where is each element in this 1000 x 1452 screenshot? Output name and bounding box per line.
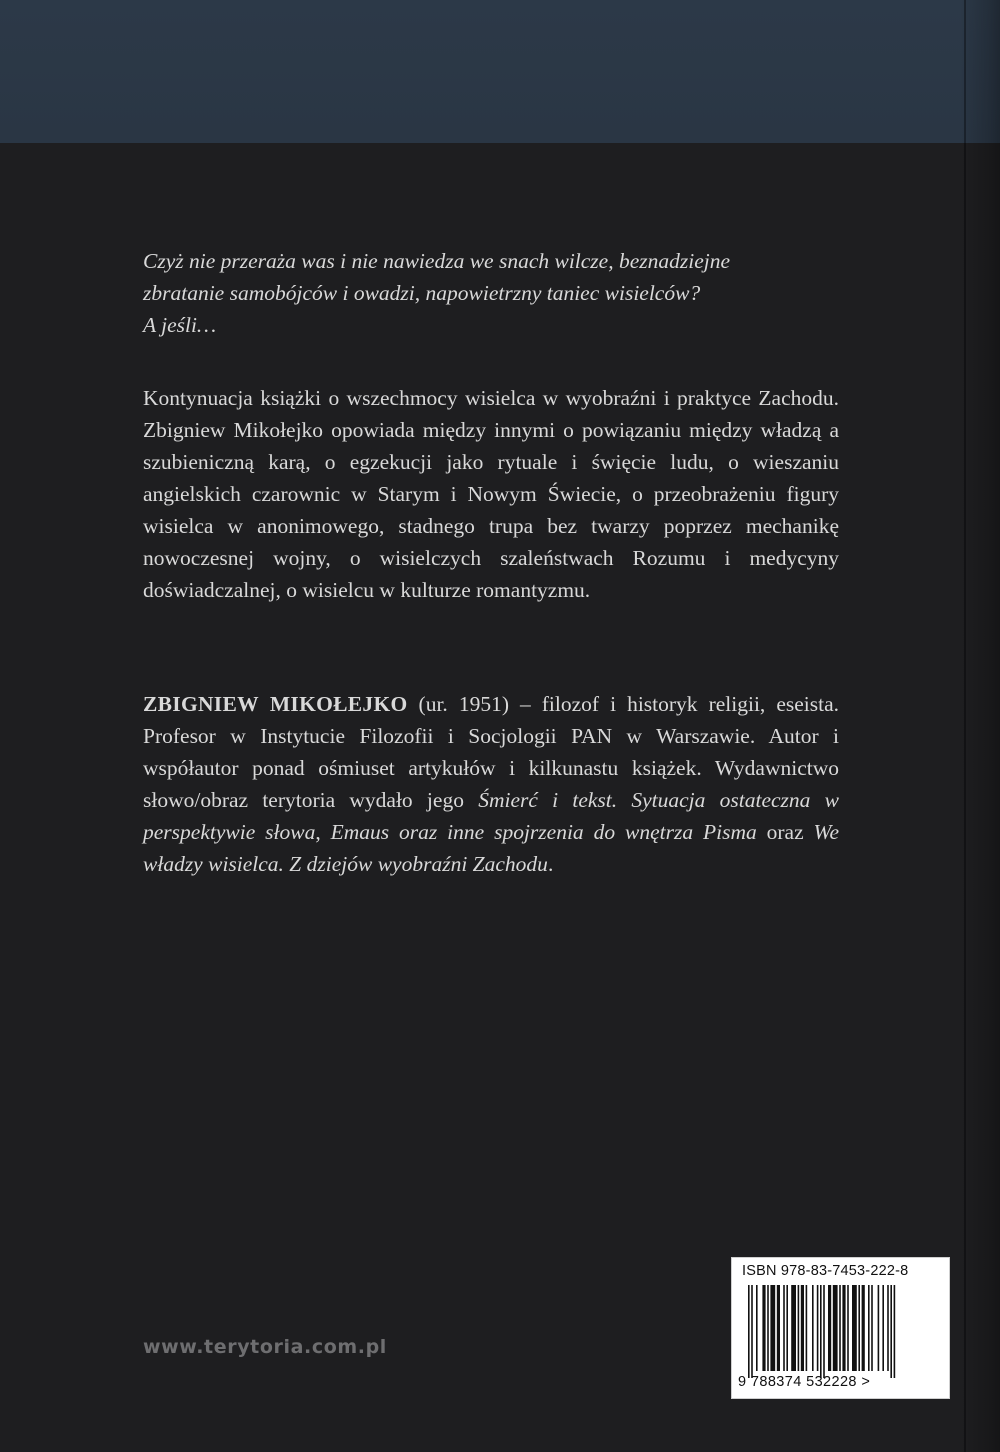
top-color-band	[0, 0, 1000, 143]
barcode-bar	[762, 1285, 765, 1371]
quote-line-1: Czyż nie przeraża was i nie nawiedza we snach wilcze, beznadziejne	[143, 249, 731, 273]
author-bio	[143, 688, 839, 880]
author-name: ZBIGNIEW MIKOŁEJKO	[143, 692, 408, 716]
quote-line-2: zbratanie samobójców i owadzi, napowietrzny taniec wisielców?	[143, 281, 701, 305]
barcode-bar	[887, 1285, 889, 1371]
opening-quote	[143, 245, 839, 341]
barcode-bar	[858, 1285, 860, 1371]
bio-paragraph	[143, 688, 839, 880]
barcode-bar	[842, 1285, 845, 1371]
quote-line-3: A jeśli…	[143, 313, 217, 337]
barcode-bar	[871, 1285, 873, 1371]
barcode-bar	[786, 1285, 788, 1371]
barcode-bar	[852, 1285, 857, 1371]
barcode-bar	[828, 1285, 831, 1371]
barcode-bars	[744, 1285, 940, 1378]
barcode-bar	[878, 1285, 880, 1371]
description-paragraph: Kontynuacja książki o wszechmocy wisielca w wyobraźni i praktyce Zachodu. Zbigniew Mikołejko opowiada między innymi o powiązaniu między władzą a szubieniczną karą, o egzekucji jako rytuale i święcie ludu, o wieszaniu angielskich czarownic w Starym i Nowym Świecie, o przeobrażeniu figury wisielca w anonimowego, stadnego trupa bez twarzy poprzez mechanikę nowoczesnej wojny, o wisielczych szaleństwach Rozumu i medycyny doświadczalnej, o wisielcu w kulturze romantyzmu.	[143, 386, 839, 602]
barcode-bar	[806, 1285, 808, 1371]
barcode-bar	[894, 1285, 896, 1378]
bio-text: (ur. 1951) – filozof i historyk religii, eseista. Profesor w Instytucie Filozofii i Socjologii PAN w Warszawie. Autor i współautor ponad ośmiuset artykułów i kilkunastu książek. Wydawnictwo słowo/obraz terytoria wydało jego	[143, 692, 839, 812]
barcode-bar	[833, 1285, 838, 1371]
barcode-bar	[847, 1285, 849, 1371]
barcode-bar	[812, 1285, 814, 1371]
barcode-bar	[820, 1285, 822, 1378]
spine-groove	[964, 0, 966, 1452]
barcode-bar	[868, 1285, 870, 1371]
barcode-bar	[770, 1285, 775, 1371]
barcode-bar	[791, 1285, 796, 1371]
barcode-bar	[882, 1285, 884, 1371]
barcode-bar	[862, 1285, 865, 1371]
book-title-3: We władzy wisielca. Z dziejów wyobraźni Zachodu	[143, 820, 839, 876]
barcode-bar	[890, 1285, 892, 1378]
barcode-bar	[801, 1285, 804, 1371]
publisher-website: www.terytoria.com.pl	[143, 1336, 387, 1358]
barcode-bar	[748, 1285, 750, 1378]
barcode-bar	[767, 1285, 769, 1371]
barcode-digits: 9 788374 532228 >	[738, 1374, 871, 1390]
barcode-bar	[751, 1285, 753, 1378]
barcode-bar	[798, 1285, 800, 1371]
barcode-bar	[839, 1285, 841, 1371]
bio-separator-2: oraz	[756, 820, 814, 844]
barcode-bar	[777, 1285, 780, 1371]
isbn-label: ISBN 978-83-7453-222-8	[742, 1263, 909, 1279]
book-title-2: Emaus oraz inne spojrzenia do wnętrza Pisma	[330, 820, 757, 844]
barcode-bar	[817, 1285, 819, 1371]
book-description	[143, 382, 839, 606]
isbn-barcode	[731, 1257, 950, 1399]
bio-separator-1: ,	[315, 820, 331, 844]
barcode-bar	[756, 1285, 758, 1371]
book-title-1: Śmierć i tekst. Sytuacja ostateczna w perspektywie słowa	[143, 788, 839, 844]
spine-shadow	[960, 0, 1000, 1452]
bio-end: .	[547, 852, 554, 876]
barcode-bar	[783, 1285, 785, 1371]
barcode-bar	[823, 1285, 825, 1378]
